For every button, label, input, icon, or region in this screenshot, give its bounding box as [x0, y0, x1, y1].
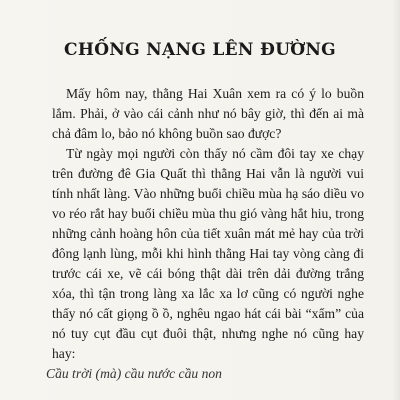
verse-line-partial: Cầu trời (mà) cầu nước cầu non	[46, 366, 222, 381]
page-edge-shadow	[392, 0, 400, 400]
chapter-title: CHỐNG NẠNG LÊN ĐƯỜNG	[64, 40, 336, 60]
chapter-body	[46, 84, 364, 384]
paragraph-1: Mấy hôm nay, thằng Hai Xuân xem ra có ý lo buồn lắm. Phải, ở vào cái cảnh như nó bây giờ, thì đến ai mà chả đâm lo, bảo nó không buồn sao được?	[52, 86, 364, 141]
paragraph-2: Từ ngày mọi người còn thấy nó cầm đôi tay xe chạy trên đường đê Gia Quất thì thằng Hai vẫn là người vui tính nhất làng. Vào những buổi chiều mùa hạ sáo diều vo vo réo rắt hay buổi chiều mùa thu gió vàng hắt hiu, trong những cảnh hoàng hôn của tiết xuân mát mẻ hay của trời đông lạnh lùng, mỗi khi hình thằng Hai tay vòng càng đi trước cái xe, vẽ cái bóng thật dài trên dải đường trắng xóa, thì tận trong làng xa lắc xa lơ cũng có người nghe thấy nó cất giọng ồ ồ, nghêu ngao hát cái bài “xẩm” của nó tuy cụt đầu cụt đuôi thật, nhưng nghe nó cũng hay hay:	[52, 146, 364, 361]
